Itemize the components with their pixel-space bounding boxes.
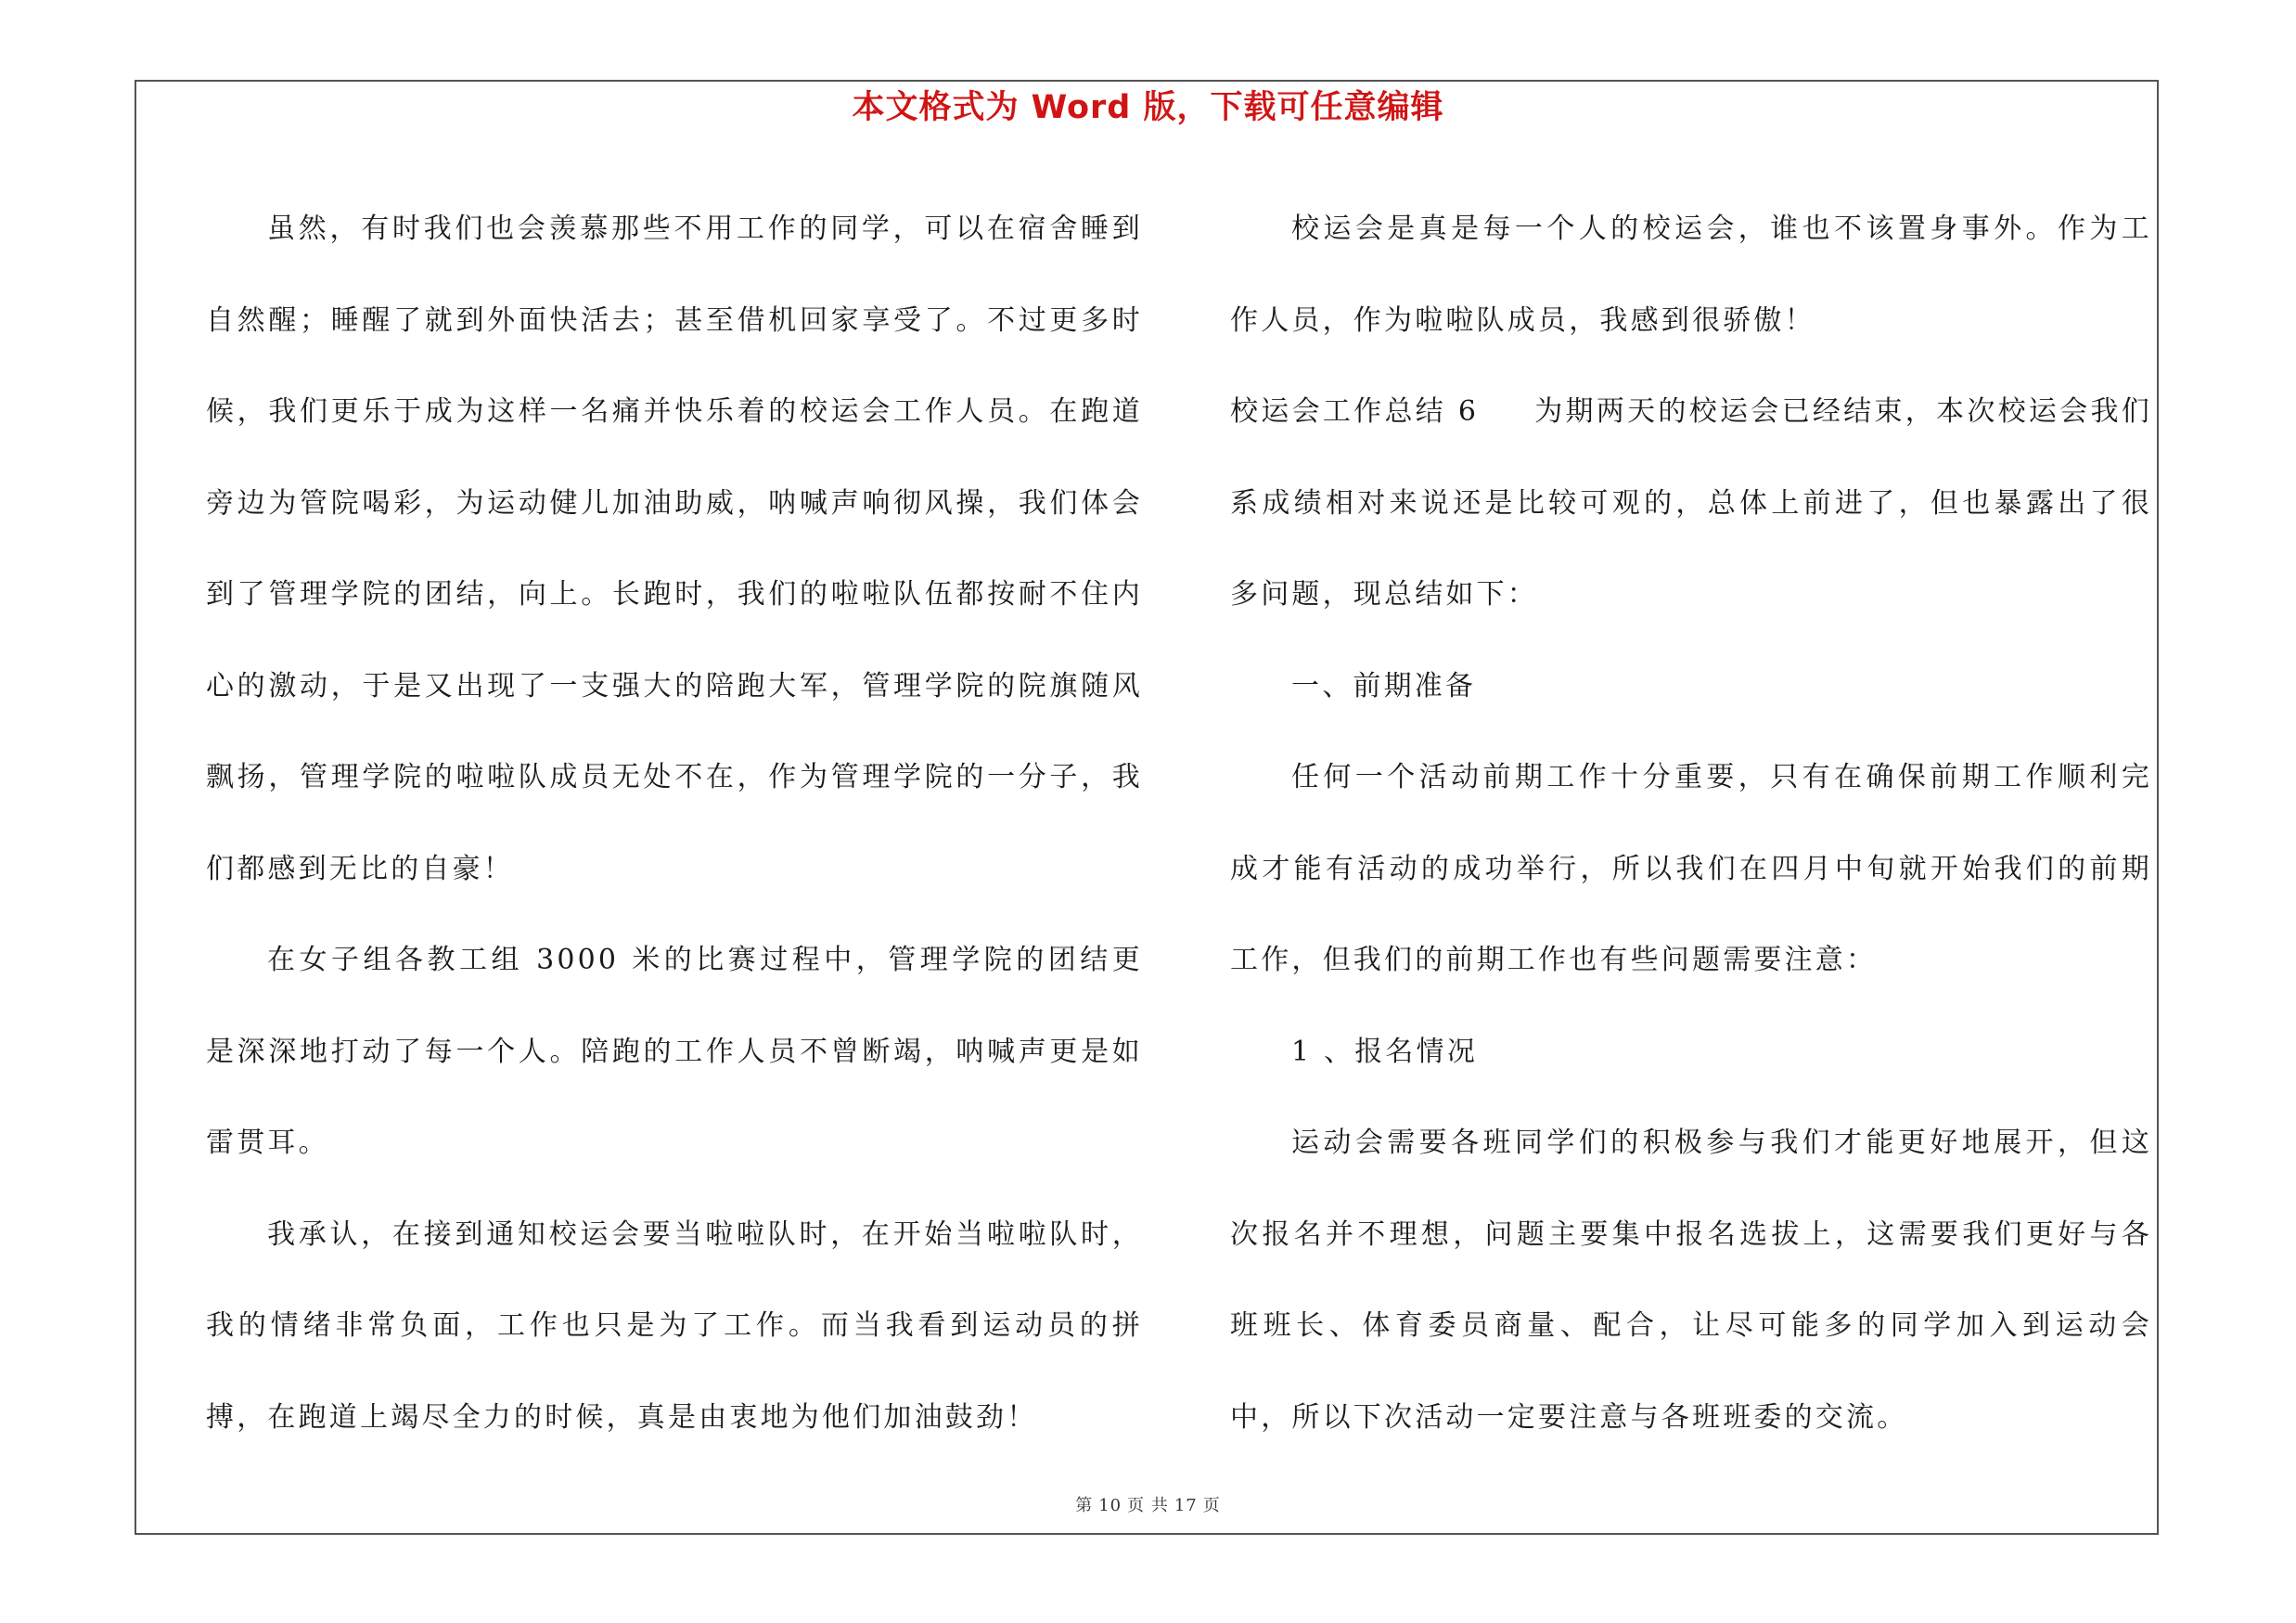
current-page: 10: [1098, 1496, 1122, 1515]
left-column: [206, 184, 1143, 1463]
section-title: 一、前期准备: [1291, 669, 1477, 702]
total-pages: 17: [1174, 1496, 1198, 1515]
subsection-title: 1 、报名情况: [1291, 1035, 1479, 1068]
section-body: 为期两天的校运会已经结束，本次校运会我们系成绩相对来说还是比较可观的，总体上前进了，但也暴露出了很多问题，现总结如下：: [1230, 395, 2152, 611]
section-heading: 校运会工作总结 6: [1230, 395, 1480, 428]
paragraph: 运动会需要各班同学们的积极参与我们才能更好地展开，但这次报名并不理想，问题主要集中报名选拔上，这需要我们更好与各班班长、体育委员商量、配合，让尽可能多的同学加入到运动会中，所以下次活动一定要注意与各班班委的交流。: [1230, 1127, 2152, 1434]
paragraph: 任何一个活动前期工作十分重要，只有在确保前期工作顺利完成才能有活动的成功举行，所以我们在四月中旬就开始我们的前期工作，但我们的前期工作也有些问题需要注意：: [1230, 761, 2152, 976]
format-banner: 本文格式为 Word 版，下载可任意编辑: [852, 89, 1444, 126]
paragraph: 校运会是真是每一个人的校运会，谁也不该置身事外。作为工作人员，作为啦啦队成员，我感到很骄傲！: [1230, 213, 2152, 337]
paragraph: 虽然，有时我们也会羡慕那些不用工作的同学，可以在宿舍睡到自然醒；睡醒了就到外面快活去；甚至借机回家享受了。不过更多时候，我们更乐于成为这样一名痛并快乐着的校运会工作人员。在跑道旁边为管院喝彩，为运动健儿加油助威，呐喊声响彻风操，我们体会到了管理学院的团结，向上。长跑时，我们的啦啦队伍都按耐不住内心的激动，于是又出现了一支强大的陪跑大军，管理学院的院旗随风飘扬，管理学院的啦啦队成员无处不在，作为管理学院的一分子，我们都感到无比的自豪！: [206, 213, 1143, 885]
page-number-footer: 第 10 页 共 17 页: [1075, 1496, 1221, 1515]
paragraph: 在女子组各教工组 3000 米的比赛过程中，管理学院的团结更是深深地打动了每一个人。陪跑的工作人员不曾断竭，呐喊声更是如雷贯耳。: [206, 944, 1143, 1159]
paragraph: 我承认，在接到通知校运会要当啦啦队时，在开始当啦啦队时，我的情绪非常负面，工作也只是为了工作。而当我看到运动员的拼搏，在跑道上竭尽全力的时候，真是由衷地为他们加油鼓劲！: [206, 1217, 1143, 1434]
section-paragraph: [1230, 367, 2152, 641]
right-column: [1230, 184, 2152, 1463]
